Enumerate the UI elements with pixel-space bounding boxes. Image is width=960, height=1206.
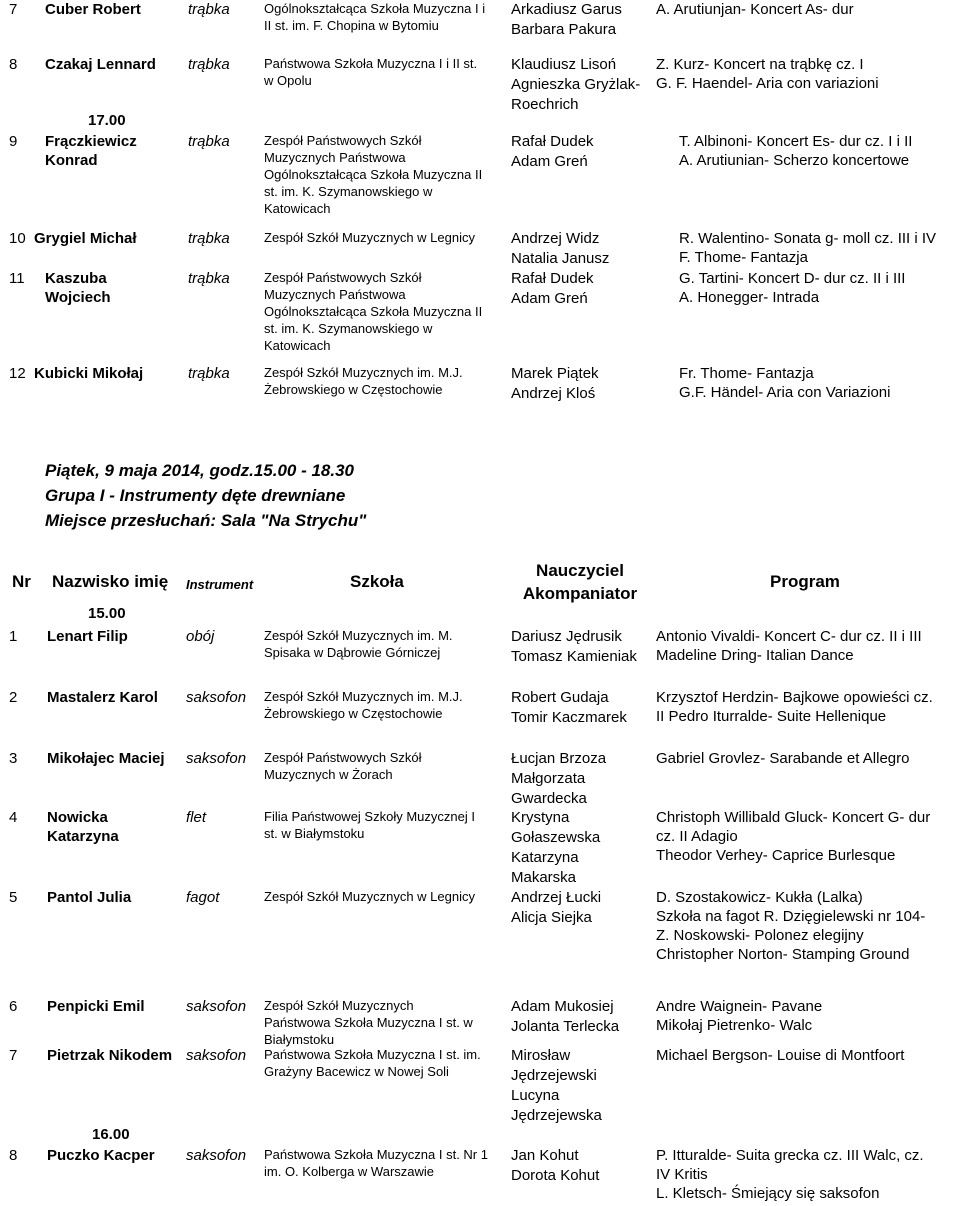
- teachers: Marek Piątek Andrzej Kloś: [511, 365, 599, 402]
- school: Zespół Państwowych Szkół Muzycznych w Żorach: [264, 750, 422, 782]
- school: Zespół Szkół Muzycznych im. M.J. Żebrowskiego w Częstochowie: [264, 365, 463, 397]
- row-number: 10: [9, 230, 26, 247]
- program: P. Itturalde- Suita grecka cz. III Walc, cz. IV Kritis L. Kletsch- Śmiejący się saksofon: [656, 1147, 924, 1202]
- row-number: 8: [9, 56, 18, 73]
- participant-name: Kubicki Mikołaj: [34, 365, 144, 382]
- school: Zespół Szkół Muzycznych w Legnicy: [264, 230, 475, 245]
- row-number: 7: [9, 1047, 18, 1064]
- school: Państwowa Szkoła Muzyczna I i II st. w Opolu: [264, 56, 478, 88]
- school: Państwowa Szkoła Muzyczna I st. Nr 1 im. O. Kolberga w Warszawie: [264, 1147, 488, 1179]
- participant-name: Penpicki Emil: [47, 998, 145, 1015]
- program: Antonio Vivaldi- Koncert C- dur cz. II i III Madeline Dring- Italian Dance: [656, 628, 922, 664]
- program: R. Walentino- Sonata g- moll cz. III i IV F. Thome- Fantazja: [679, 230, 937, 266]
- instrument: saksofon: [186, 1047, 247, 1064]
- instrument: saksofon: [186, 998, 247, 1015]
- participant-name: Frączkiewicz Konrad: [45, 133, 137, 169]
- teachers: Adam Mukosiej Jolanta Terlecka: [511, 998, 620, 1035]
- program: Z. Kurz- Koncert na trąbkę cz. I G. F. Haendel- Aria con variazioni: [656, 56, 879, 92]
- program: T. Albinoni- Koncert Es- dur cz. I i II A. Arutiunian- Scherzo koncertowe: [679, 133, 913, 169]
- teachers: Robert Gudaja Tomir Kaczmarek: [511, 689, 627, 726]
- program: Fr. Thome- Fantazja G.F. Händel- Aria con Variazioni: [679, 365, 891, 401]
- time-slot: 15.00: [88, 605, 126, 622]
- teachers: Łucjan Brzoza Małgorzata Gwardecka: [511, 750, 607, 807]
- school: Zespół Szkół Muzycznych im. M. Spisaka w Dąbrowie Górniczej: [264, 628, 453, 660]
- participant-name: Czakaj Lennard: [45, 56, 156, 73]
- participant-name: Pantol Julia: [47, 889, 132, 906]
- instrument: trąbka: [188, 56, 230, 73]
- teachers: Klaudiusz Lisoń Agnieszka Gryżlak- Roechrich: [511, 56, 641, 113]
- participant-name: Mastalerz Karol: [47, 689, 158, 706]
- program: G. Tartini- Koncert D- dur cz. II i III A. Honegger- Intrada: [679, 270, 906, 306]
- school: Państwowa Szkoła Muzyczna I st. im. Grażyny Bacewicz w Nowej Soli: [264, 1047, 481, 1079]
- instrument: flet: [186, 809, 207, 826]
- row-number: 3: [9, 750, 18, 767]
- instrument: trąbka: [188, 365, 230, 382]
- row-number: 1: [9, 628, 18, 645]
- participant-name: Puczko Kacper: [47, 1147, 155, 1164]
- instrument: saksofon: [186, 750, 247, 767]
- instrument: saksofon: [186, 689, 247, 706]
- time-slot: 16.00: [92, 1126, 130, 1143]
- school: Zespół Szkół Muzycznych w Legnicy: [264, 889, 475, 904]
- instrument: fagot: [186, 889, 220, 906]
- header-instrument: Instrument: [186, 577, 254, 592]
- participant-name: Pietrzak Nikodem: [47, 1047, 173, 1064]
- school: Zespół Szkół Muzycznych im. M.J. Żebrowskiego w Częstochowie: [264, 689, 463, 721]
- row-number: 5: [9, 889, 18, 906]
- group-heading: Grupa I - Instrumenty dęte drewniane: [45, 486, 346, 505]
- header-name: Nazwisko imię: [52, 572, 169, 591]
- school: Zespół Szkół Muzycznych Państwowa Szkoła Muzyczna I st. w Białymstoku: [264, 998, 473, 1047]
- header-teacher: Nauczyciel: [536, 561, 624, 580]
- program: Krzysztof Herdzin- Bajkowe opowieści cz. II Pedro Iturralde- Suite Hellenique: [656, 689, 933, 725]
- instrument: obój: [186, 628, 215, 645]
- row-number: 12: [9, 365, 26, 382]
- row-number: 6: [9, 998, 18, 1015]
- teachers: Rafał Dudek Adam Greń: [511, 270, 594, 307]
- instrument: trąbka: [188, 133, 230, 150]
- header-program: Program: [770, 572, 840, 591]
- school: Zespół Państwowych Szkół Muzycznych Państwowa Ogólnokształcąca Szkoła Muzyczna II st. im. K. Szymanowskiego w Katowicach: [264, 270, 483, 353]
- teachers: Krystyna Gołaszewska Katarzyna Makarska: [511, 809, 601, 886]
- instrument: saksofon: [186, 1147, 247, 1164]
- program: Christoph Willibald Gluck- Koncert G- dur cz. II Adagio Theodor Verhey- Caprice Burlesque: [656, 809, 931, 864]
- participant-name: Mikołajec Maciej: [47, 750, 165, 767]
- school: Ogólnokształcąca Szkoła Muzyczna I i II st. im. F. Chopina w Bytomiu: [264, 1, 486, 33]
- teachers: Andrzej Widz Natalia Janusz: [511, 230, 610, 267]
- teachers: Mirosław Jędrzejewski Lucyna Jędrzejewska: [511, 1047, 602, 1124]
- row-number: 9: [9, 133, 18, 150]
- time-slot: 17.00: [88, 112, 126, 129]
- date-heading: Piątek, 9 maja 2014, godz.15.00 - 18.30: [45, 461, 355, 480]
- teachers: Jan Kohut Dorota Kohut: [511, 1147, 600, 1184]
- teachers: Dariusz Jędrusik Tomasz Kamieniak: [511, 628, 637, 665]
- school: Zespół Państwowych Szkół Muzycznych Państwowa Ogólnokształcąca Szkoła Muzyczna II st. im. K. Szymanowskiego w Katowicach: [264, 133, 483, 216]
- row-number: 11: [9, 270, 25, 287]
- row-number: 4: [9, 809, 18, 826]
- participant-name: Kaszuba Wojciech: [45, 270, 111, 306]
- program: Michael Bergson- Louise di Montfoort: [656, 1047, 905, 1064]
- participant-name: Nowicka Katarzyna: [47, 809, 119, 845]
- place-heading: Miejsce przesłuchań: Sala "Na Strychu": [45, 511, 367, 530]
- program: D. Szostakowicz- Kukła (Lalka) Szkoła na fagot R. Dzięgielewski nr 104- Z. Noskowski- Polonez elegijny Christopher Norton- Stamping Ground: [656, 889, 926, 963]
- participant-name: Cuber Robert: [45, 1, 141, 18]
- teachers: Rafał Dudek Adam Greń: [511, 133, 594, 170]
- row-number: 7: [9, 1, 18, 18]
- instrument: trąbka: [188, 230, 230, 247]
- row-number: 8: [9, 1147, 18, 1164]
- instrument: trąbka: [188, 270, 230, 287]
- header-accompanist: Akompaniator: [522, 584, 638, 603]
- header-nr: Nr: [12, 572, 31, 591]
- school: Filia Państwowej Szkoły Muzycznej I st. w Białymstoku: [264, 809, 475, 841]
- program: A. Arutiunjan- Koncert As- dur: [656, 1, 854, 18]
- participant-name: Grygiel Michał: [34, 230, 137, 247]
- teachers: Arkadiusz Garus Barbara Pakura: [511, 1, 622, 38]
- program: Gabriel Grovlez- Sarabande et Allegro: [656, 750, 910, 767]
- teachers: Andrzej Łucki Alicja Siejka: [511, 889, 602, 926]
- header-school: Szkoła: [350, 572, 404, 591]
- row-number: 2: [9, 689, 18, 706]
- program: Andre Waignein- Pavane Mikołaj Pietrenko- Walc: [656, 998, 823, 1034]
- instrument: trąbka: [188, 1, 230, 18]
- participant-name: Lenart Filip: [47, 628, 128, 645]
